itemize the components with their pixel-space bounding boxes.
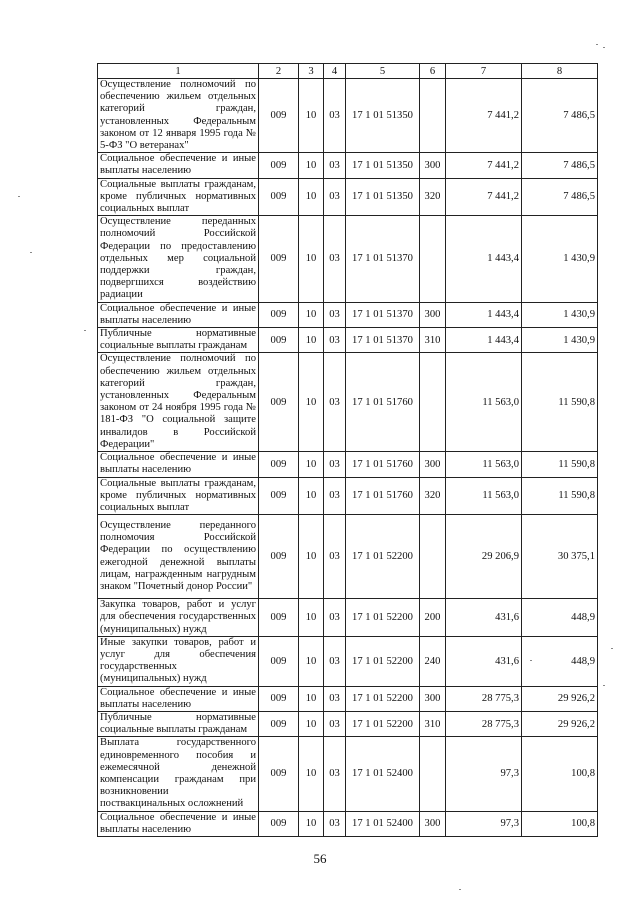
ministry-code: 009: [259, 711, 299, 736]
column-header: 5: [346, 64, 420, 79]
expense-type-code: [420, 216, 446, 302]
amount-col7: 11 563,0: [446, 477, 522, 515]
amount-col7: 29 206,9: [446, 515, 522, 599]
scan-speck: [459, 889, 461, 890]
item-name: Осуществление переданного полномочия Российской Федерации по осуществлению ежегодной денежной выплаты лицам, награжденным нагрудным знаком "Почетный донор России": [98, 515, 259, 599]
section-code: 10: [299, 353, 324, 452]
table-row: [98, 79, 598, 153]
amount-col8: 100,8: [522, 737, 598, 811]
amount-col7: 7 441,2: [446, 178, 522, 216]
table-row: [98, 636, 598, 686]
page-number: 56: [313, 851, 327, 866]
header-row: [98, 64, 598, 79]
section-code: 10: [299, 811, 324, 836]
ministry-code: 009: [259, 178, 299, 216]
item-name: Осуществление переданных полномочий Российской Федерации по предоставлению отдельных мер социальной поддержки граждан, подвергшихся воздействию радиации: [98, 216, 259, 302]
item-name: Социальное обеспечение и иные выплаты населению: [98, 153, 259, 178]
amount-col8: 11 590,8: [522, 452, 598, 477]
amount-col8: 29 926,2: [522, 686, 598, 711]
target-article-code: 17 1 01 52200: [346, 599, 420, 637]
section-code: 10: [299, 737, 324, 811]
subsection-code: 03: [324, 477, 346, 515]
target-article-code: 17 1 01 51760: [346, 353, 420, 452]
item-name: Закупка товаров, работ и услуг для обеспечения государственных (муниципальных) нужд: [98, 599, 259, 637]
scan-speck: [603, 47, 605, 48]
scan-speck: [84, 330, 86, 331]
ministry-code: 009: [259, 599, 299, 637]
subsection-code: 03: [324, 302, 346, 327]
item-name: Социальные выплаты гражданам, кроме публичных нормативных социальных выплат: [98, 477, 259, 515]
column-header: 7: [446, 64, 522, 79]
section-code: 10: [299, 599, 324, 637]
amount-col7: 11 563,0: [446, 353, 522, 452]
expense-type-code: 300: [420, 686, 446, 711]
expense-type-code: [420, 737, 446, 811]
target-article-code: 17 1 01 51350: [346, 79, 420, 153]
expense-type-code: [420, 515, 446, 599]
expense-type-code: 300: [420, 153, 446, 178]
table-body: [98, 79, 598, 837]
column-header: 6: [420, 64, 446, 79]
section-code: 10: [299, 302, 324, 327]
subsection-code: 03: [324, 737, 346, 811]
table-row: [98, 686, 598, 711]
subsection-code: 03: [324, 636, 346, 686]
section-code: 10: [299, 328, 324, 353]
section-code: 10: [299, 452, 324, 477]
expense-type-code: 310: [420, 328, 446, 353]
amount-col8: 1 430,9: [522, 216, 598, 302]
expense-type-code: 320: [420, 178, 446, 216]
section-code: 10: [299, 178, 324, 216]
section-code: 10: [299, 79, 324, 153]
target-article-code: 17 1 01 52400: [346, 737, 420, 811]
ministry-code: 009: [259, 737, 299, 811]
target-article-code: 17 1 01 51370: [346, 216, 420, 302]
table-row: [98, 515, 598, 599]
item-name: Социальные выплаты гражданам, кроме публичных нормативных социальных выплат: [98, 178, 259, 216]
amount-col7: 11 563,0: [446, 452, 522, 477]
ministry-code: 009: [259, 811, 299, 836]
amount-col7: 431,6: [446, 636, 522, 686]
table-row: [98, 737, 598, 811]
target-article-code: 17 1 01 52400: [346, 811, 420, 836]
subsection-code: 03: [324, 811, 346, 836]
amount-col7: 1 443,4: [446, 302, 522, 327]
expense-type-code: 300: [420, 302, 446, 327]
expense-type-code: [420, 353, 446, 452]
subsection-code: 03: [324, 153, 346, 178]
amount-col7: 7 441,2: [446, 79, 522, 153]
target-article-code: 17 1 01 51370: [346, 328, 420, 353]
target-article-code: 17 1 01 52200: [346, 636, 420, 686]
table-row: [98, 153, 598, 178]
ministry-code: 009: [259, 353, 299, 452]
amount-col8: 448,9: [522, 599, 598, 637]
target-article-code: 17 1 01 51370: [346, 302, 420, 327]
ministry-code: 009: [259, 636, 299, 686]
table-row: [98, 328, 598, 353]
expense-type-code: 300: [420, 452, 446, 477]
target-article-code: 17 1 01 51760: [346, 477, 420, 515]
table-row: [98, 353, 598, 452]
amount-col8: 11 590,8: [522, 353, 598, 452]
amount-col7: 97,3: [446, 737, 522, 811]
amount-col7: 28 775,3: [446, 711, 522, 736]
column-header: 4: [324, 64, 346, 79]
section-code: 10: [299, 636, 324, 686]
item-name: Выплата государственного единовременного пособия и ежемесячной денежной компенсации гражданам при возникновении поствакцинальных осложнений: [98, 737, 259, 811]
amount-col7: 7 441,2: [446, 153, 522, 178]
target-article-code: 17 1 01 52200: [346, 686, 420, 711]
ministry-code: 009: [259, 79, 299, 153]
ministry-code: 009: [259, 216, 299, 302]
section-code: 10: [299, 153, 324, 178]
table-row: [98, 811, 598, 836]
ministry-code: 009: [259, 302, 299, 327]
subsection-code: 03: [324, 328, 346, 353]
item-name: Социальное обеспечение и иные выплаты населению: [98, 302, 259, 327]
table-row: [98, 477, 598, 515]
scan-speck: [18, 196, 20, 197]
column-header: 1: [98, 64, 259, 79]
scan-speck: [30, 252, 32, 253]
item-name: Иные закупки товаров, работ и услуг для обеспечения государственных (муниципальных) нужд: [98, 636, 259, 686]
expense-type-code: [420, 79, 446, 153]
ministry-code: 009: [259, 153, 299, 178]
amount-col8: 7 486,5: [522, 79, 598, 153]
table-row: [98, 599, 598, 637]
section-code: 10: [299, 515, 324, 599]
section-code: 10: [299, 686, 324, 711]
expense-type-code: 320: [420, 477, 446, 515]
section-code: 10: [299, 216, 324, 302]
amount-col8: 100,8: [522, 811, 598, 836]
subsection-code: 03: [324, 711, 346, 736]
amount-col7: 97,3: [446, 811, 522, 836]
amount-col8: 7 486,5: [522, 153, 598, 178]
amount-col8: 30 375,1: [522, 515, 598, 599]
ministry-code: 009: [259, 477, 299, 515]
amount-col8: 11 590,8: [522, 477, 598, 515]
column-header: 8: [522, 64, 598, 79]
amount-col7: 28 775,3: [446, 686, 522, 711]
subsection-code: 03: [324, 178, 346, 216]
target-article-code: 17 1 01 52200: [346, 515, 420, 599]
item-name: Публичные нормативные социальные выплаты гражданам: [98, 711, 259, 736]
table-row: [98, 178, 598, 216]
ministry-code: 009: [259, 515, 299, 599]
expense-type-code: 240: [420, 636, 446, 686]
subsection-code: 03: [324, 599, 346, 637]
scan-speck: [611, 648, 613, 649]
subsection-code: 03: [324, 216, 346, 302]
table-row: [98, 216, 598, 302]
target-article-code: 17 1 01 51760: [346, 452, 420, 477]
table-row: [98, 302, 598, 327]
scan-speck: [603, 685, 605, 686]
amount-col8: 29 926,2: [522, 711, 598, 736]
item-name: Публичные нормативные социальные выплаты гражданам: [98, 328, 259, 353]
amount-col8: 448,9: [522, 636, 598, 686]
subsection-code: 03: [324, 452, 346, 477]
column-header: 2: [259, 64, 299, 79]
ministry-code: 009: [259, 328, 299, 353]
scan-speck: [530, 660, 532, 661]
subsection-code: 03: [324, 353, 346, 452]
ministry-code: 009: [259, 686, 299, 711]
amount-col7: 1 443,4: [446, 216, 522, 302]
amount-col8: 1 430,9: [522, 328, 598, 353]
subsection-code: 03: [324, 515, 346, 599]
scan-speck: [596, 44, 598, 45]
item-name: Осуществление полномочий по обеспечению жильем отдельных категорий граждан, установленных Федеральным законом от 24 ноября 1995 года № 181-ФЗ "О социальной защите инвалидов в Российской Федерации": [98, 353, 259, 452]
section-code: 10: [299, 477, 324, 515]
expense-type-code: 200: [420, 599, 446, 637]
item-name: Социальное обеспечение и иные выплаты населению: [98, 686, 259, 711]
expense-type-code: 310: [420, 711, 446, 736]
subsection-code: 03: [324, 79, 346, 153]
target-article-code: 17 1 01 51350: [346, 153, 420, 178]
amount-col8: 1 430,9: [522, 302, 598, 327]
subsection-code: 03: [324, 686, 346, 711]
item-name: Социальное обеспечение и иные выплаты населению: [98, 811, 259, 836]
item-name: Осуществление полномочий по обеспечению жильем отдельных категорий граждан, установленных Федеральным законом от 12 января 1995 года № 5-ФЗ "О ветеранах": [98, 79, 259, 153]
amount-col7: 1 443,4: [446, 328, 522, 353]
ministry-code: 009: [259, 452, 299, 477]
amount-col7: 431,6: [446, 599, 522, 637]
target-article-code: 17 1 01 51350: [346, 178, 420, 216]
table-row: [98, 452, 598, 477]
item-name: Социальное обеспечение и иные выплаты населению: [98, 452, 259, 477]
amount-col8: 7 486,5: [522, 178, 598, 216]
target-article-code: 17 1 01 52200: [346, 711, 420, 736]
expense-type-code: 300: [420, 811, 446, 836]
budget-table: [97, 63, 598, 837]
section-code: 10: [299, 711, 324, 736]
table-row: [98, 711, 598, 736]
column-header: 3: [299, 64, 324, 79]
